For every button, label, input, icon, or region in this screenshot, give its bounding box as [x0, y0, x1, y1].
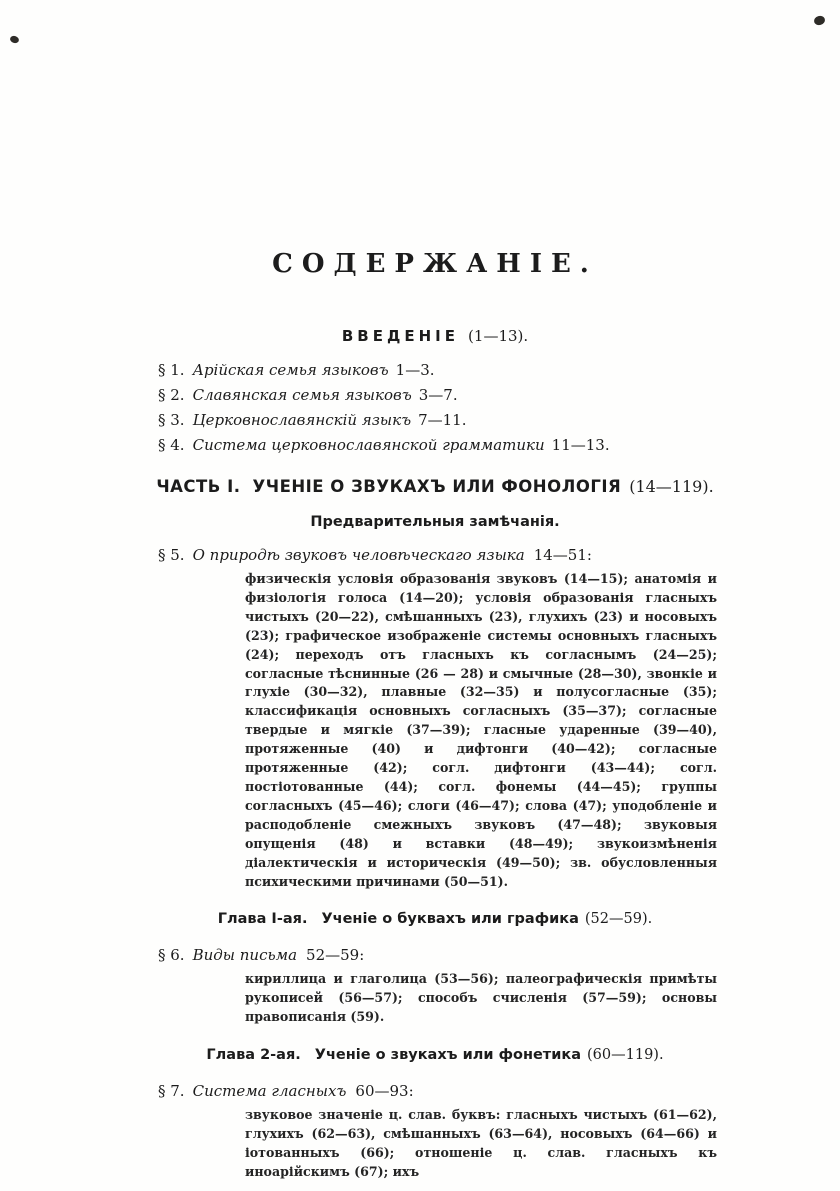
entry-number: § 7.: [158, 1082, 185, 1101]
toc-entry: [158, 358, 718, 383]
entry-title: Арійская семья языковъ: [192, 361, 389, 379]
entry-title: Система церковнославянской грамматики: [192, 436, 545, 454]
entry-number: § 3.: [158, 411, 185, 429]
preliminary-remarks-heading: Предварительныя замѣчанія.: [310, 514, 560, 530]
chapter1-heading-label: Глава I-ая.: [217, 911, 308, 928]
entry-pages: 3—7.: [418, 386, 458, 404]
introduction-entries: [152, 358, 718, 458]
toc-entry-section6: [152, 943, 718, 967]
entry-number: § 2.: [158, 386, 185, 404]
section6-detail: кириллица и глаголица (53—56); палеографическія примѣты рукописей (56—57); способъ счисленія (57—59); основы правописанія (59).: [245, 971, 717, 1025]
toc-entry: [158, 383, 718, 408]
entry-pages: 1—3.: [395, 361, 435, 379]
scan-speck: [9, 35, 20, 45]
entry-title: Система гласныхъ: [192, 1082, 347, 1101]
entry-pages: 11—13.: [551, 436, 610, 454]
entry-title: Церковнославянскій языкъ: [192, 411, 412, 429]
chapter1-heading-title: Ученіе о буквахъ или графика: [321, 911, 579, 928]
entry-number: § 6.: [158, 946, 185, 965]
section7-detail: звуковое значеніе ц. слав. буквъ: гласныхъ чистыхъ (61—62), глухихъ (62—63), смѣшанныхъ (63—64), носовыхъ (64—66) и іотованныхъ (66); отношеніе ц. слав. гласныхъ къ иноарійскимъ (67); ихъ: [245, 1107, 717, 1179]
toc-entry: [158, 433, 718, 458]
chapter2-heading-title: Ученіе о звукахъ или фонетика: [314, 1047, 582, 1064]
introduction-page-range: (1—13).: [468, 327, 529, 345]
entry-pages: 7—11.: [418, 411, 467, 429]
chapter2-page-range: (60—119).: [587, 1047, 664, 1064]
part1-heading: [152, 475, 718, 499]
entry-pages: 52—59:: [306, 946, 365, 965]
toc-entry: [158, 408, 718, 433]
chapter1-heading: [152, 907, 718, 930]
part1-page-range: (14—119).: [629, 477, 714, 496]
introduction-heading: [152, 326, 718, 345]
entry-pages: 14—51:: [533, 546, 592, 564]
entry-number: § 5.: [158, 546, 185, 564]
part1-heading-title: УЧЕНІЕ О ЗВУКАХЪ ИЛИ ФОНОЛОГІЯ: [252, 477, 622, 496]
entry-title: Славянская семья языковъ: [192, 386, 412, 404]
entry-number: § 4.: [158, 436, 185, 454]
toc-content: [152, 248, 718, 1182]
chapter1-page-range: (52—59).: [584, 911, 653, 928]
toc-entry-section5: [152, 543, 718, 567]
introduction-heading-label: ВВЕДЕНІЕ: [341, 327, 459, 345]
entry-title: О природѣ звуковъ человѣческаго языка: [192, 546, 525, 564]
chapter2-heading-label: Глава 2-ая.: [206, 1047, 301, 1064]
entry-pages: 60—93:: [355, 1082, 414, 1101]
page-title: СОДЕРЖАНІЕ.: [272, 249, 598, 279]
section5-detail: физическія условія образованія звуковъ (14—15); анатомія и физіологія голоса (14—20); условія образованія гласныхъ чистыхъ (20—22), смѣшанныхъ (23), глухихъ (23) и носовыхъ (23); графическое изображеніе системы основныхъ гласныхъ (24); переходъ отъ гласныхъ къ согласнымъ (24—25); согласные тѣснинные (26 — 28) и смычные (28—30), звонкіе и глухіе (30—32), плавные (32—35) и полусогласные (35); классификація основныхъ согласныхъ (35—37); согласные твердые и мягкіе (37—39); гласные ударенные (39—40), протяженные (40) и дифтонги (40—42); согласные протяженные (42); согл. дифтонги (43—44); согл. постіотованные (44); согл. фонемы (44—45); группы согласныхъ (45—46); слоги (46—47); слова (47); уподобленіе и расподобленіе смежныхъ звуковъ (47—48); звуковыя опущенія (48) и вставки (48—49); звукоизмѣненія діалектическія и историческія (49—50); зв. обусловленныя психическими причинами (50—51).: [245, 571, 717, 889]
entry-number: § 1.: [158, 361, 185, 379]
entry-title: Виды письма: [192, 946, 298, 965]
part1-heading-label: ЧАСТЬ I.: [156, 477, 241, 496]
chapter2-heading: [152, 1043, 718, 1066]
scan-speck: [813, 15, 826, 27]
toc-entry-section7: [152, 1079, 718, 1103]
